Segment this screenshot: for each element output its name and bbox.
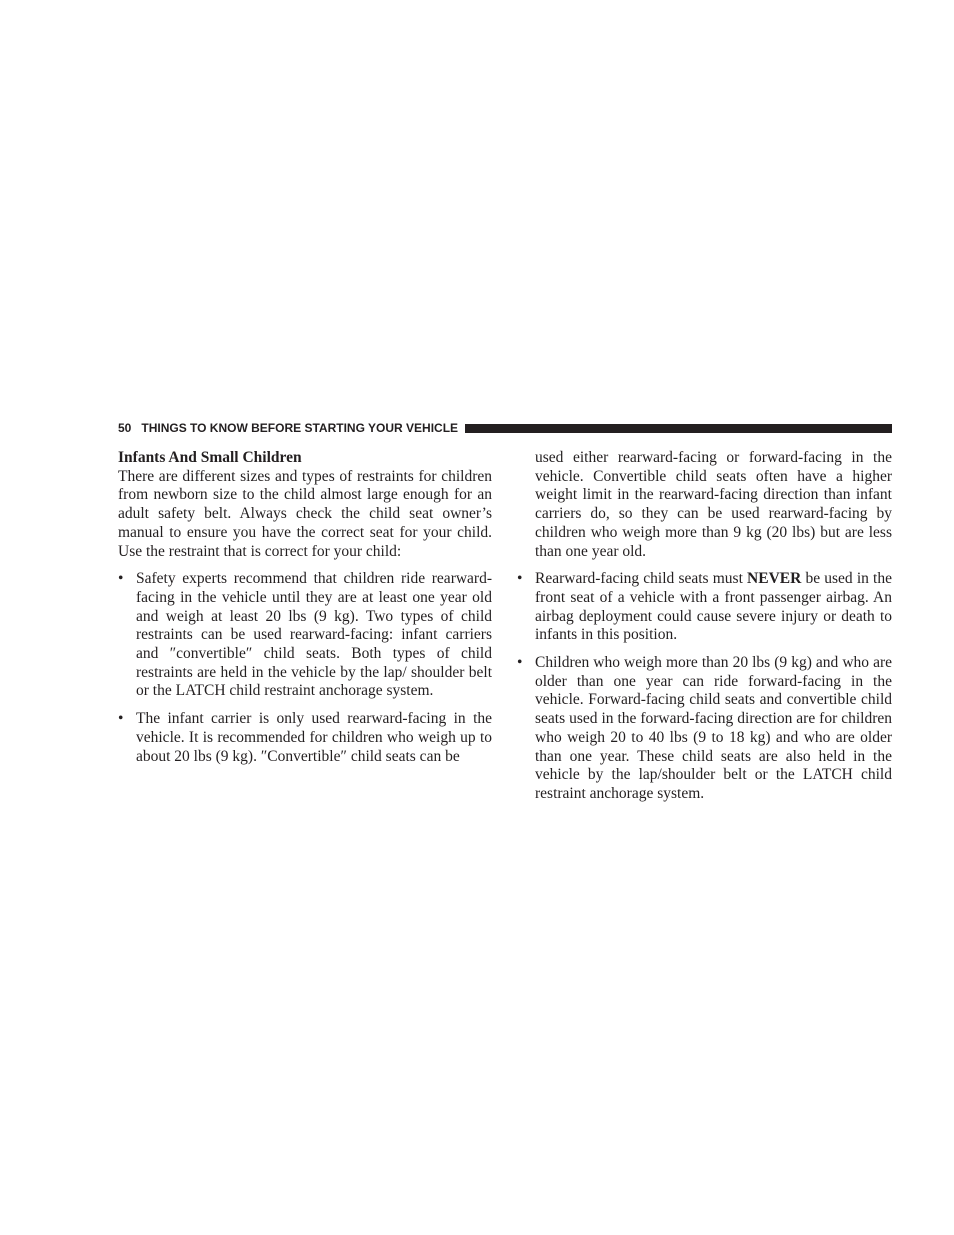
bullet-icon: • (118, 570, 124, 588)
continued-bullet-text: used either rearward-facing or forward-facing in the vehicle. Convertible child seats often have a higher weight limit in the rearward-facing direction than infant carriers do, so they can be used rearward-facing by children who weigh more than 9 kg (20 lbs) but are less than one year old. (535, 449, 892, 560)
bullet-icon: • (517, 654, 523, 672)
bullet-icon: • (118, 710, 124, 728)
left-column (118, 449, 492, 766)
page-number: 50 (118, 421, 132, 435)
never-emphasis: NEVER (747, 570, 802, 588)
header-rule (465, 424, 892, 433)
page-header (118, 420, 892, 436)
section-heading: Infants And Small Children (118, 449, 302, 466)
bullet-list-left (118, 570, 492, 766)
list-item (118, 570, 492, 701)
list-item-text: Safety experts recommend that children ride rearward-facing in the vehicle until they are at least one year old and weigh at least 20 lbs (9 kg). Two types of child restraints can be used rearward-facing: infant carriers and ″convertible″ child seats. Both types of child restraints are held in the vehicle by the lap/ shoulder belt or the LATCH child restraint anchorage system. (136, 570, 492, 700)
list-item-never (517, 570, 892, 645)
list-item-text-after: be used in the front seat of a vehicle with a front passenger airbag. An airbag deployment could cause severe injury or death to infants in this position. (535, 570, 892, 644)
intro-paragraph: There are different sizes and types of restraints for children from newborn size to the child almost large enough for an adult safety belt. Always check the child seat owner’s manual to ensure you have the correct seat for your child. Use the restraint that is correct for your child: (118, 467, 492, 560)
list-item-text: The infant carrier is only used rearward-facing in the vehicle. It is recommended for children who weigh up to about 20 lbs (9 kg). ″Convertible″ child seats can be (136, 710, 492, 765)
section-title: THINGS TO KNOW BEFORE STARTING YOUR VEHICLE (141, 421, 459, 435)
bullet-icon: • (517, 570, 523, 588)
bullet-list-right (517, 570, 892, 803)
right-column (517, 449, 892, 804)
list-item-text: Children who weigh more than 20 lbs (9 kg) and who are older than one year can ride forward-facing in the vehicle. Forward-facing child seats and convertible child seats used in the forward-facing direction are for children who weigh 20 to 40 lbs (9 to 18 kg) and who are older than one year. These child seats are also held in the vehicle by the lap/shoulder belt or the LATCH child restraint anchorage system. (535, 654, 892, 802)
list-item (517, 654, 892, 804)
list-item-text-before: Rearward-facing child seats must (535, 570, 748, 588)
list-item (118, 710, 492, 766)
